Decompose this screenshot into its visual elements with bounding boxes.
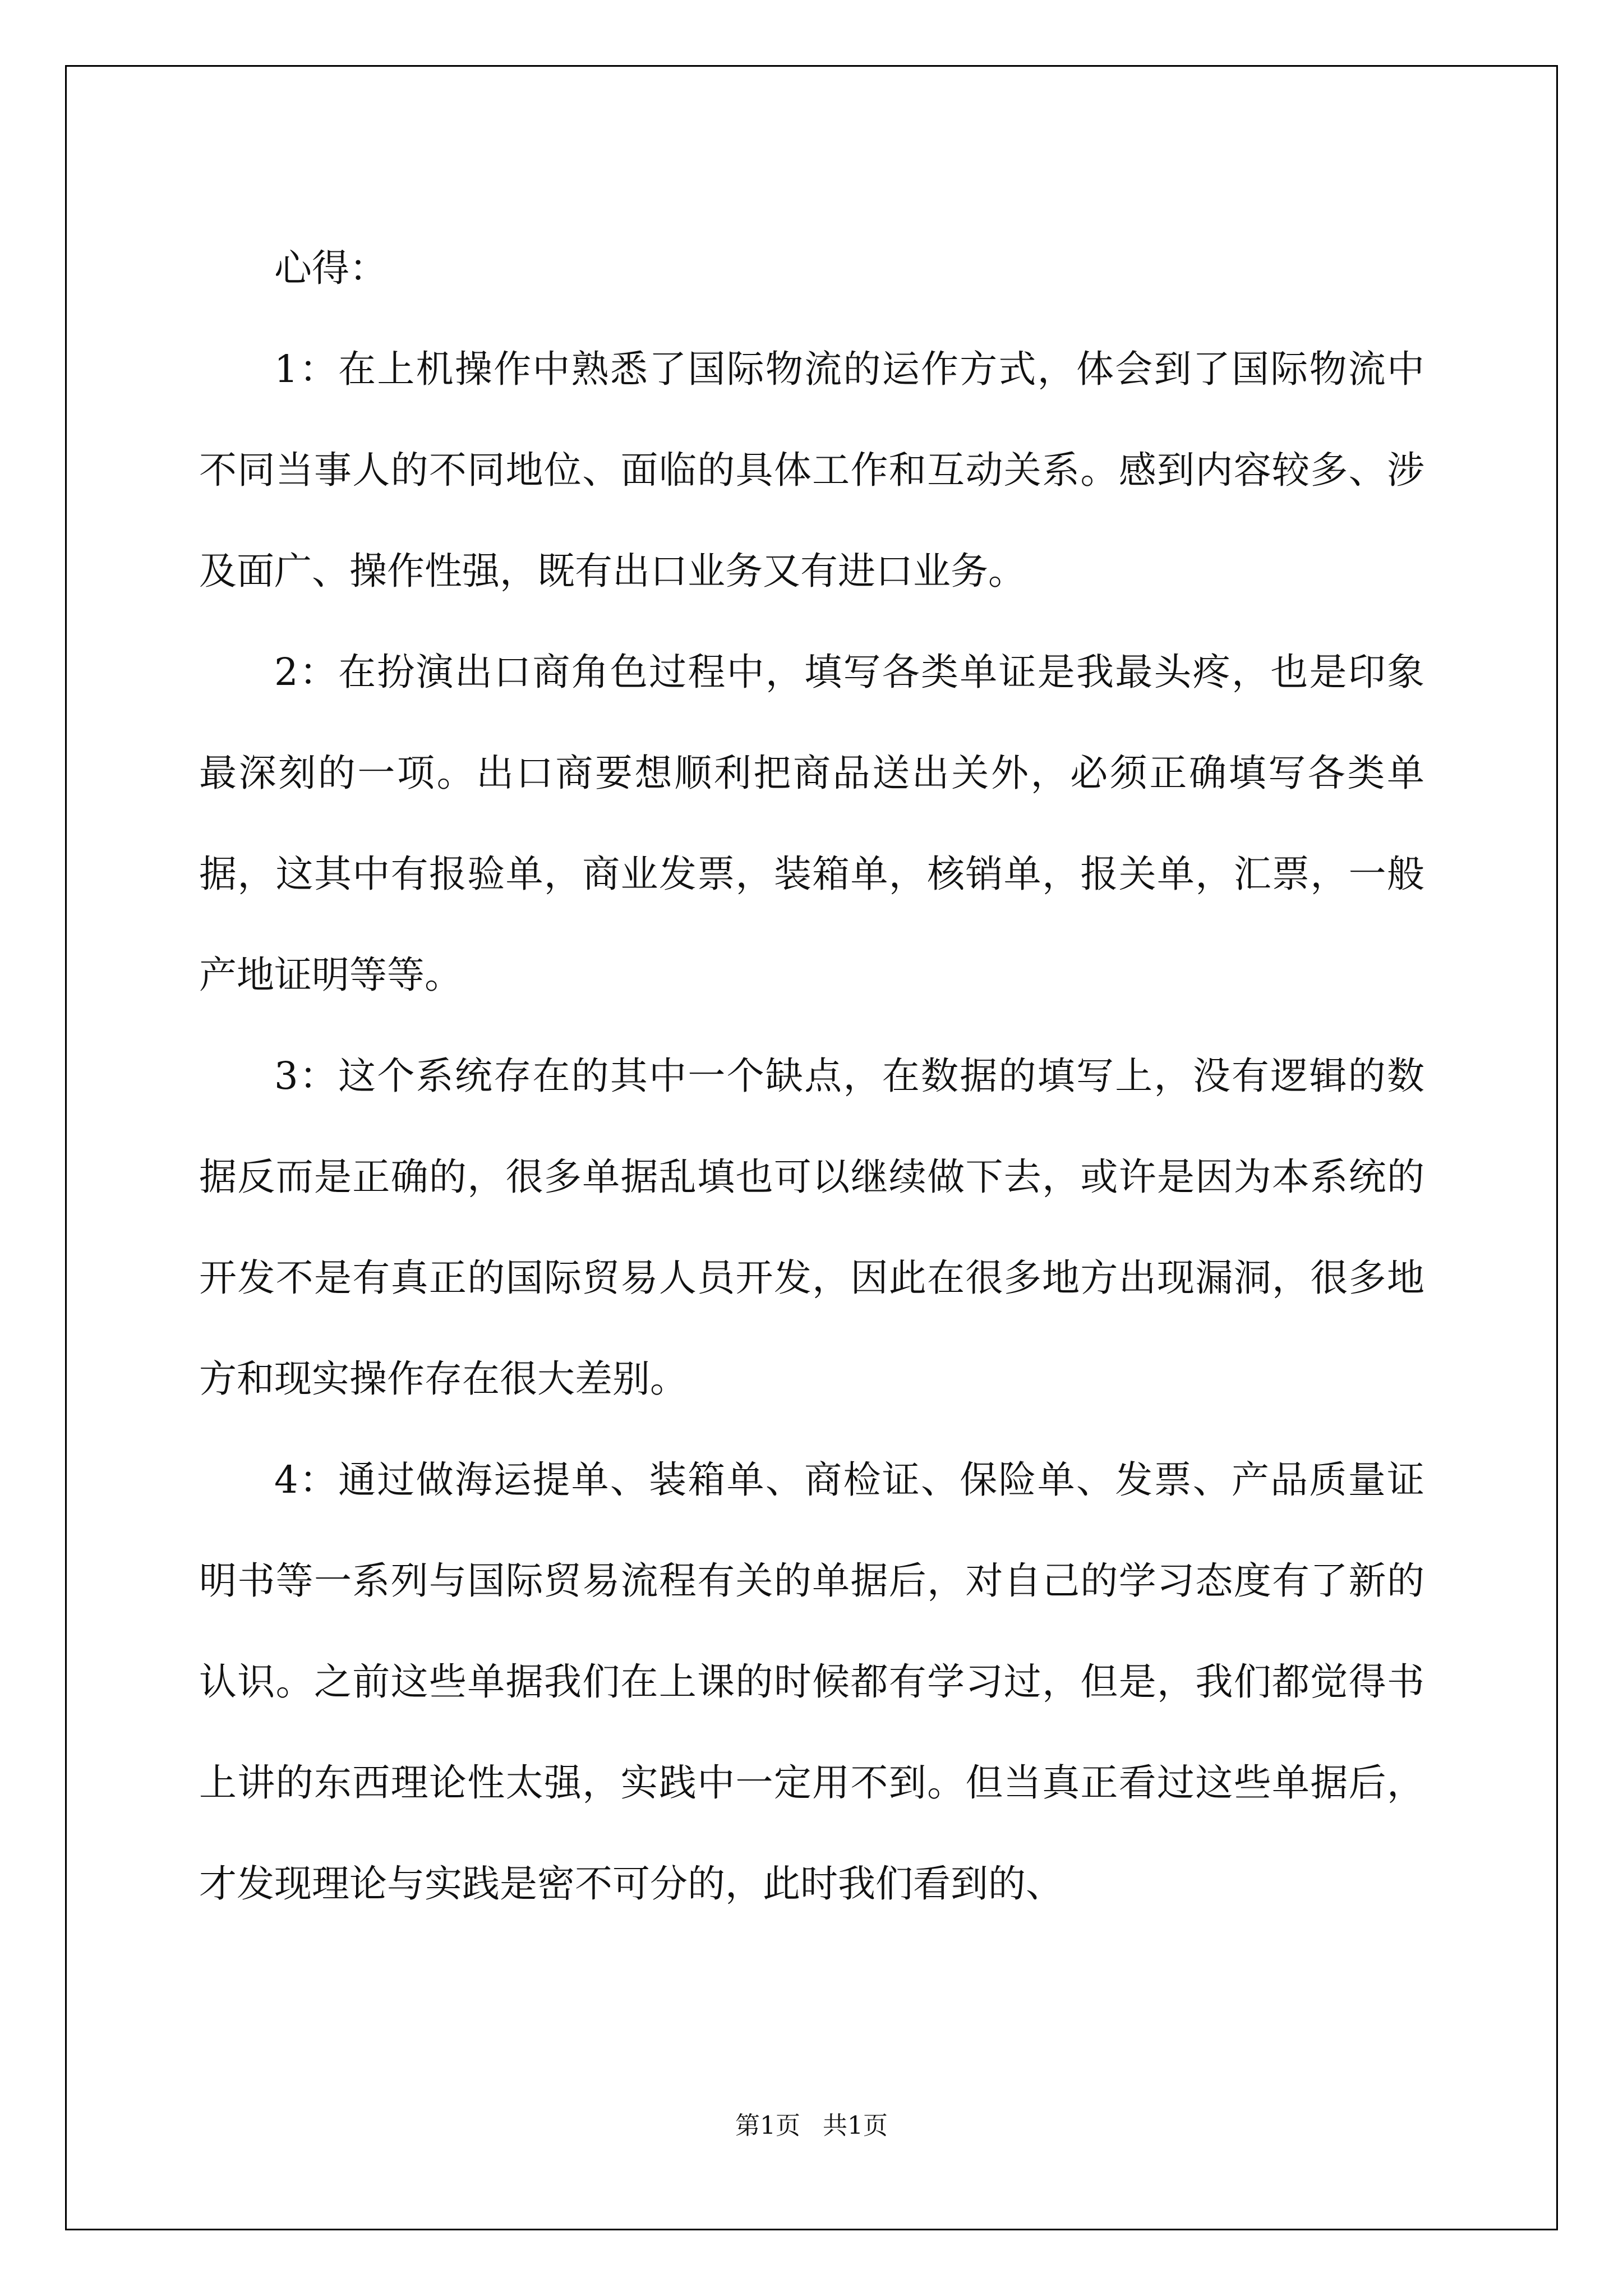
document-body — [199, 218, 1424, 1934]
paragraph-1: 1：在上机操作中熟悉了国际物流的运作方式，体会到了国际物流中不同当事人的不同地位、面临的具体工作和互动关系。感到内容较多、涉及面广、操作性强，既有出口业务又有进口业务。 — [199, 347, 1424, 593]
paragraph-3: 3：这个系统存在的其中一个缺点，在数据的填写上，没有逻辑的数据反而是正确的，很多单据乱填也可以继续做下去，或许是因为本系统的开发不是有真正的国际贸易人员开发，因此在很多地方出现漏洞，很多地方和现实操作存在很大差别。 — [199, 1054, 1424, 1401]
document-heading: 心得： — [274, 246, 387, 290]
paragraph-2: 2：在扮演出口商角色过程中，填写各类单证是我最头疼，也是印象最深刻的一项。出口商要想顺利把商品送出关外，必须正确填写各类单据，这其中有报验单，商业发票，装箱单，核销单，报关单，汇票，一般产地证明等等。 — [199, 650, 1424, 997]
paragraph-4: 4：通过做海运提单、装箱单、商检证、保险单、发票、产品质量证明书等一系列与国际贸易流程有关的单据后，对自己的学习态度有了新的认识。之前这些单据我们在上课的时候都有学习过，但是，我们都觉得书上讲的东西理论性太强，实践中一定用不到。但当真正看过这些单据后，才发现理论与实践是密不可分的，此时我们看到的、 — [199, 1458, 1424, 1906]
page-number: 第1页 — [735, 2111, 800, 2140]
page-footer — [0, 2109, 1623, 2143]
page-total: 共1页 — [823, 2111, 888, 2140]
